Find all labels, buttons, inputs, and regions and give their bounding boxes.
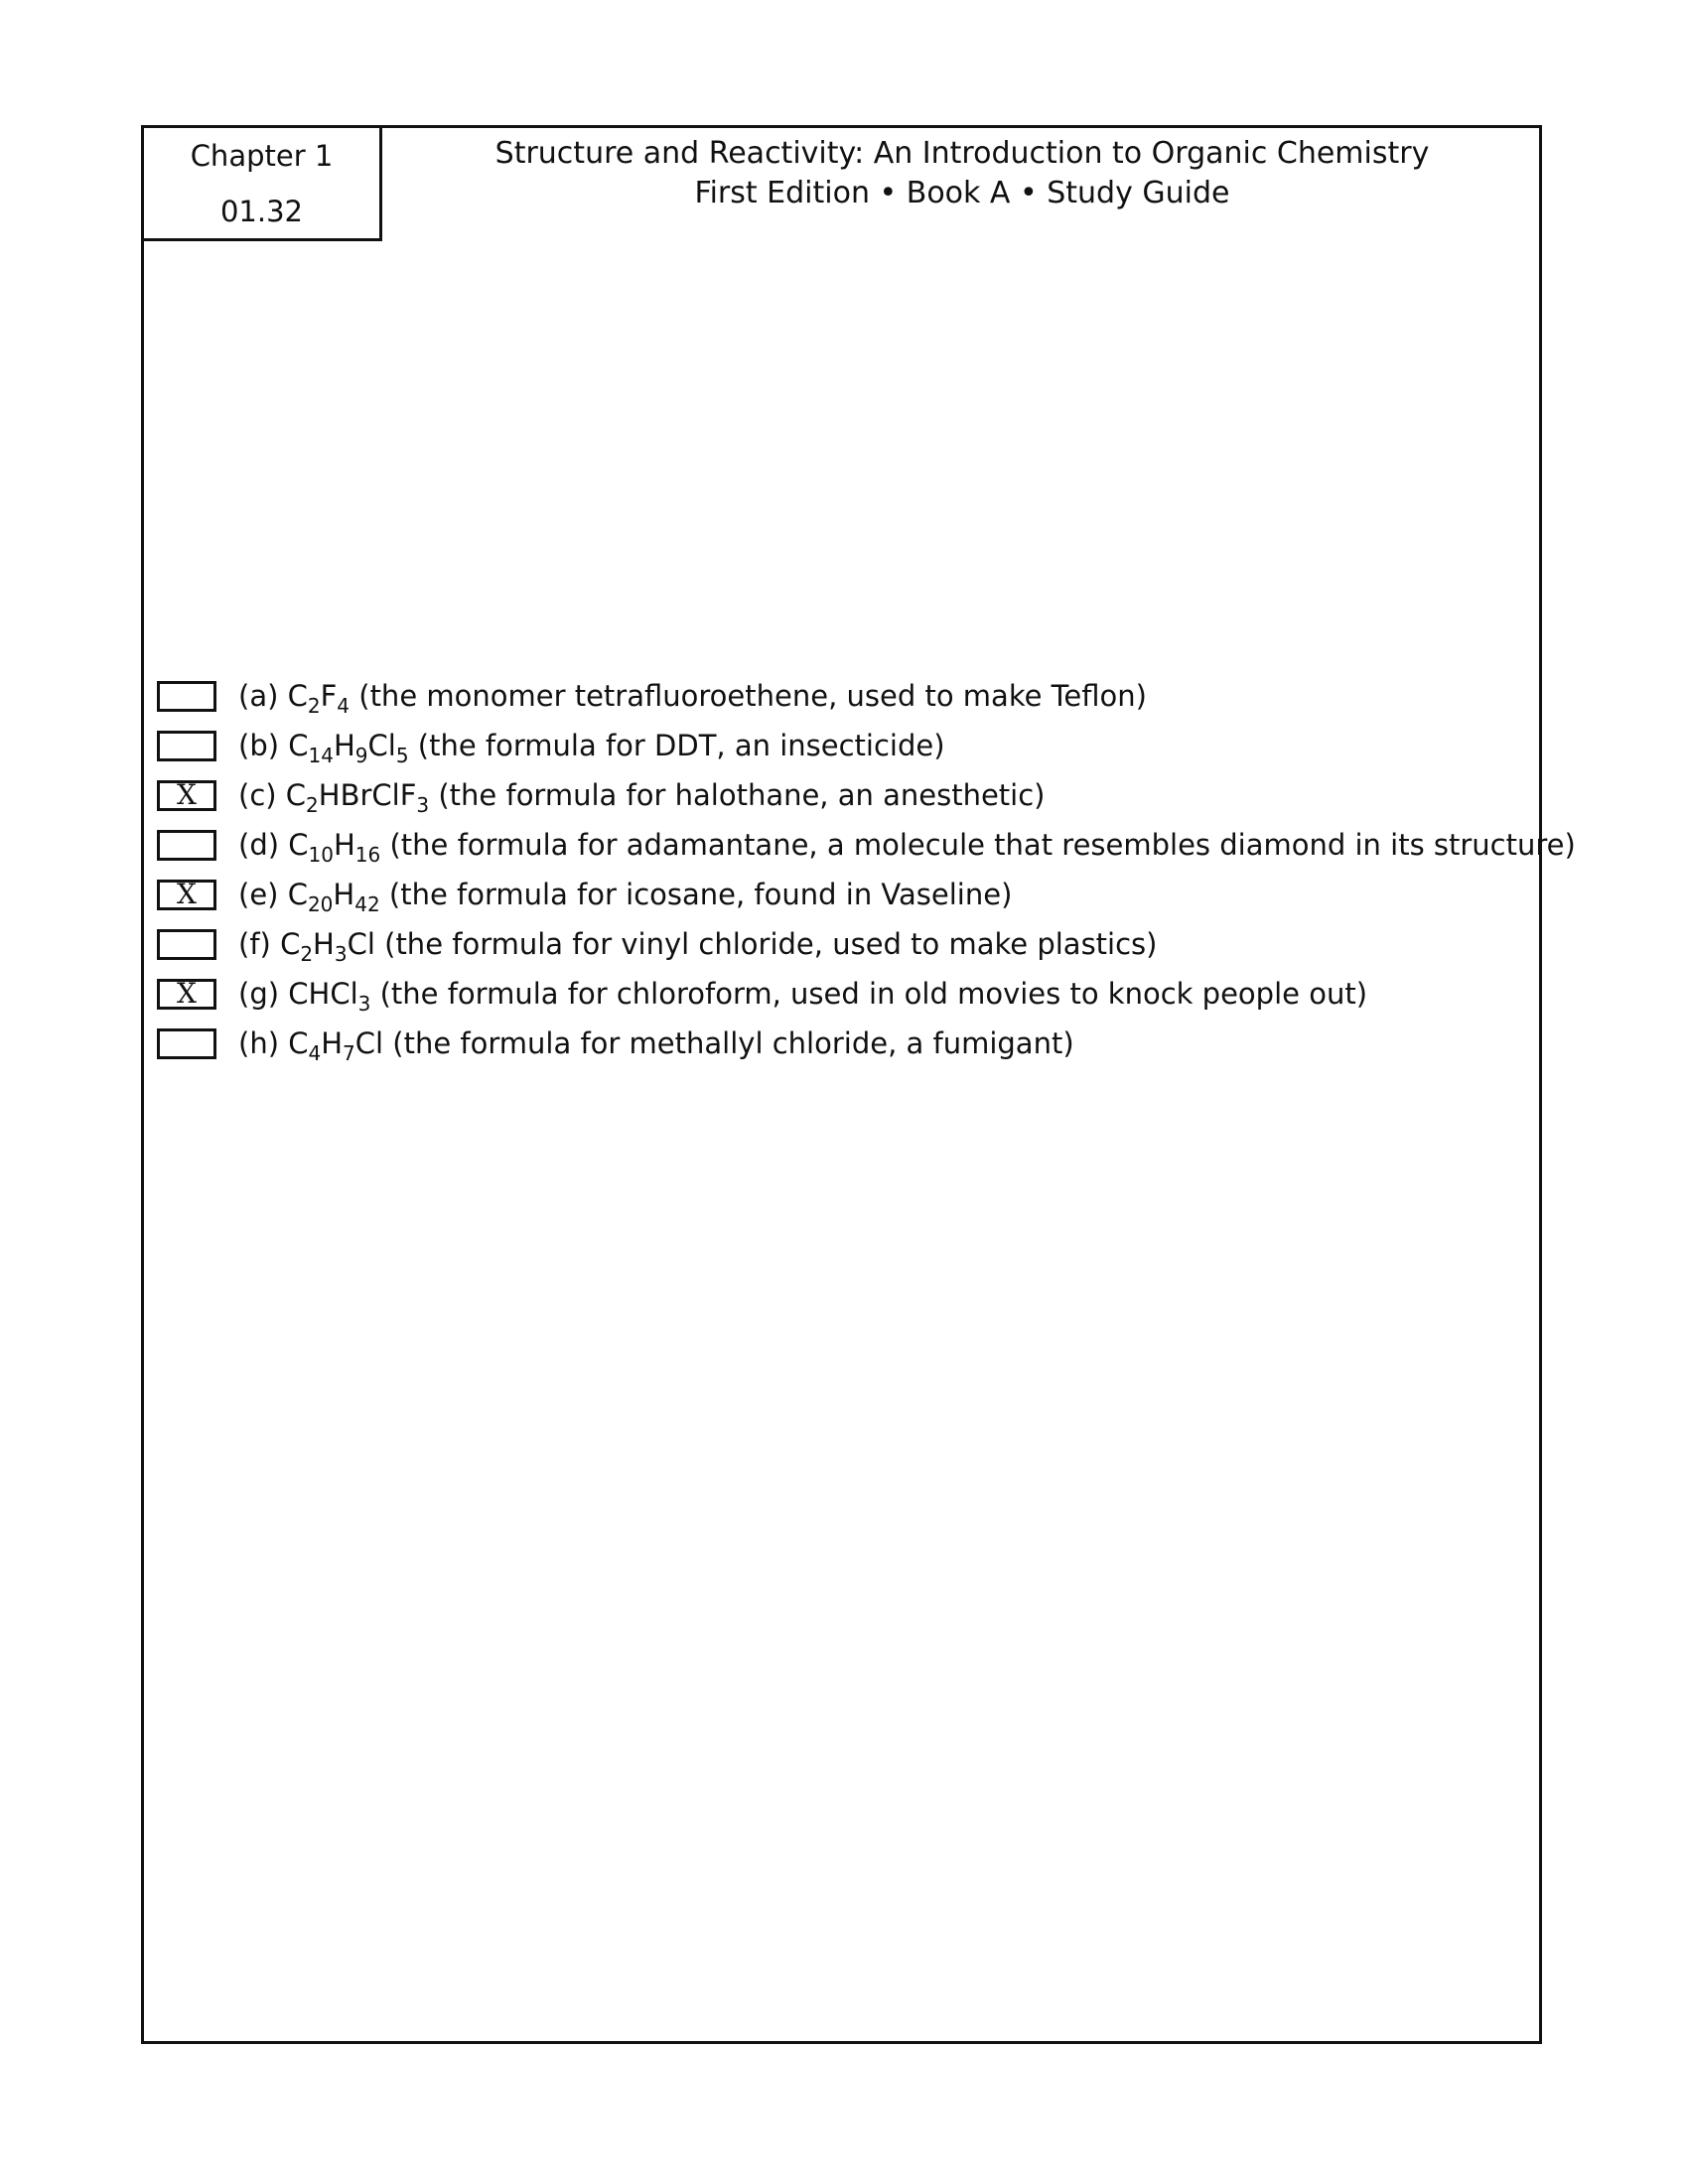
option-text — [238, 729, 945, 767]
chapter-box — [141, 125, 382, 241]
option-row — [157, 770, 1542, 820]
formula-subscript: 14 — [308, 744, 334, 767]
chemical-formula — [288, 1026, 384, 1065]
formula-subscript: 20 — [307, 892, 334, 916]
option-checkbox[interactable] — [157, 1028, 216, 1059]
formula-subscript: 3 — [416, 793, 430, 817]
formula-subscript: 4 — [337, 694, 351, 718]
option-text — [238, 977, 1368, 1016]
formula-element: C — [285, 778, 307, 812]
option-checkbox[interactable] — [157, 830, 216, 861]
formula-subscript: 3 — [357, 992, 371, 1016]
option-letter: (f) — [238, 927, 271, 961]
option-row — [157, 870, 1542, 919]
book-title: Structure and Reactivity: An Introduction to Organic Chemistry — [494, 136, 1430, 171]
option-description: (the formula for methallyl chloride, a fumigant) — [392, 1026, 1074, 1060]
formula-subscript: 4 — [308, 1041, 322, 1065]
formula-element: HBrClF — [318, 778, 417, 812]
chemical-formula — [288, 729, 409, 767]
formula-element: Cl — [367, 729, 396, 762]
option-text — [238, 828, 1576, 867]
option-row — [157, 919, 1542, 969]
formula-subscript: 9 — [354, 744, 368, 767]
option-checkbox[interactable] — [157, 929, 216, 960]
chemical-formula — [280, 927, 375, 966]
formula-element: F — [320, 679, 338, 713]
option-description: (the monomer tetrafluoroethene, used to make Teflon) — [358, 679, 1147, 713]
formula-subscript: 3 — [334, 942, 348, 966]
option-description: (the formula for adamantane, a molecule that resembles diamond in its structure) — [389, 828, 1576, 862]
formula-element: C — [287, 878, 308, 911]
option-checkbox[interactable] — [157, 681, 216, 712]
formula-subscript: 2 — [300, 942, 314, 966]
option-description: (the formula for DDT, an insecticide) — [417, 729, 945, 762]
option-row — [157, 820, 1576, 870]
option-row — [157, 671, 1542, 721]
option-letter: (e) — [238, 878, 279, 911]
formula-subscript: 2 — [307, 694, 321, 718]
book-subtitle: First Edition • Book A • Study Guide — [694, 176, 1230, 210]
formula-element: Cl — [354, 1026, 384, 1060]
option-letter: (c) — [238, 778, 277, 812]
formula-element: C — [280, 927, 301, 961]
option-description: (the formula for vinyl chloride, used to make plastics) — [384, 927, 1158, 961]
formula-element: H — [333, 878, 355, 911]
chemical-formula — [285, 778, 430, 817]
chemical-formula — [287, 878, 380, 916]
option-description: (the formula for icosane, found in Vaseline) — [388, 878, 1013, 911]
formula-element: C — [288, 1026, 309, 1060]
option-letter: (b) — [238, 729, 280, 762]
chemical-formula — [288, 828, 381, 867]
formula-element: H — [313, 927, 335, 961]
chapter-number: 01.32 — [219, 195, 304, 228]
formula-element: C — [288, 729, 309, 762]
option-checkbox[interactable]: X — [157, 979, 216, 1010]
option-letter: (a) — [238, 679, 279, 713]
option-letter: (d) — [238, 828, 280, 862]
formula-element: H — [333, 729, 355, 762]
option-checkbox[interactable] — [157, 731, 216, 761]
option-row — [157, 721, 1542, 770]
option-row — [157, 969, 1542, 1019]
formula-element: CHCl — [288, 977, 358, 1011]
formula-subscript: 7 — [343, 1041, 355, 1065]
formula-subscript: 10 — [308, 843, 334, 867]
option-checkbox[interactable]: X — [157, 780, 216, 811]
chemical-formula — [287, 679, 351, 718]
option-text — [238, 878, 1013, 916]
formula-element: C — [287, 679, 308, 713]
option-description: (the formula for chloroform, used in old movies to knock people out) — [379, 977, 1368, 1011]
option-text — [238, 778, 1046, 817]
answer-options — [157, 671, 1576, 1068]
option-checkbox[interactable]: X — [157, 880, 216, 910]
formula-element: H — [333, 828, 355, 862]
option-text — [238, 927, 1158, 966]
formula-subscript: 16 — [354, 843, 381, 867]
formula-element: Cl — [347, 927, 375, 961]
formula-subscript: 5 — [395, 744, 409, 767]
formula-subscript: 42 — [354, 892, 380, 916]
option-description: (the formula for halothane, an anesthetic) — [438, 778, 1046, 812]
option-letter: (h) — [238, 1026, 280, 1060]
formula-subscript: 2 — [306, 793, 319, 817]
option-letter: (g) — [238, 977, 280, 1011]
chapter-label: Chapter 1 — [190, 139, 334, 173]
chemical-formula — [288, 977, 371, 1016]
page-frame — [141, 125, 1542, 2044]
formula-element: H — [321, 1026, 344, 1060]
option-row — [157, 1019, 1542, 1068]
option-text — [238, 679, 1147, 718]
formula-element: C — [288, 828, 309, 862]
option-text — [238, 1026, 1074, 1065]
